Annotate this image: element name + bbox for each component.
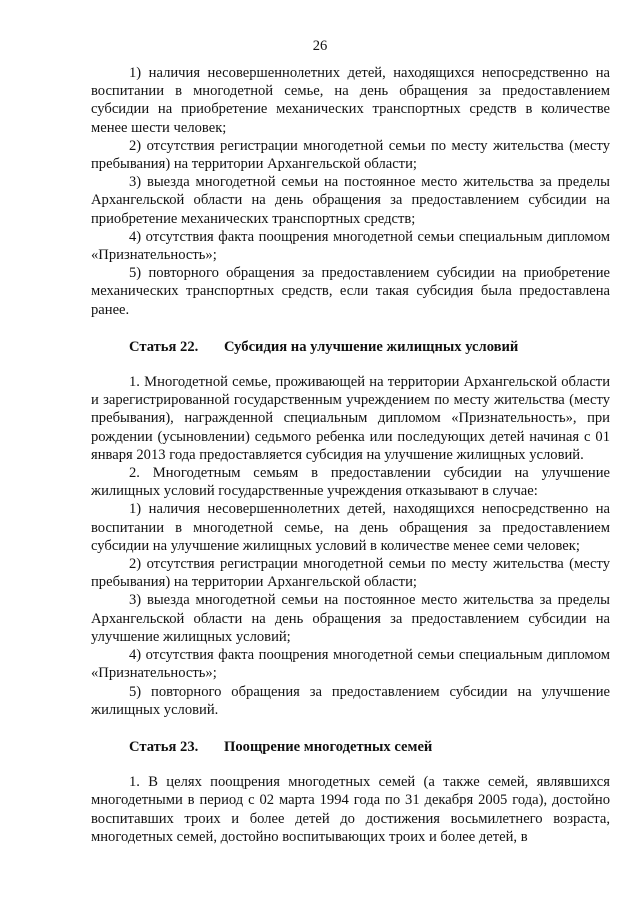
article-number: Статья 22. — [129, 338, 199, 355]
list-item: 4) отсутствия факта поощрения многодетной семьи специальным дипломом «Признательность»; — [91, 228, 610, 264]
list-item: 2) отсутствия регистрации многодетной семьи по месту жительства (месту пребывания) на территории Архангельской области; — [91, 137, 610, 173]
paragraph: 1. В целях поощрения многодетных семей (а также семей, являвшихся многодетными в период с 02 марта 1994 года по 31 декабря 2005 года), достойно воспитавших троих и более детей до достижения восьмилетнего возраста, многодетных семей, достойно воспитывающих троих и более детей, в — [91, 774, 610, 845]
list-item: 3) выезда многодетной семьи на постоянное место жительства за пределы Архангельской области на день обращения за предоставлением субсидии на улучшение жилищных условий; — [91, 592, 610, 645]
list-item: 5) повторного обращения за предоставлением субсидии на улучшение жилищных условий. — [91, 683, 610, 718]
list-item: 1) наличия несовершеннолетних детей, находящихся непосредственно на воспитании в многодетной семье, на день обращения за предоставлением субсидии на улучшение жилищных условий в количестве менее семи человек; — [91, 501, 610, 554]
article-number: Статья 23. — [129, 738, 199, 755]
list-item: 1) наличия несовершеннолетних детей, находящихся непосредственно на воспитании в многодетной семье, на день обращения за предоставлением субсидии на приобретение механических транспортных средств в количестве менее шести человек; — [91, 65, 610, 136]
paragraph: 2. Многодетным семьям в предоставлении субсидии на улучшение жилищных условий государственные учреждения отказывают в случае: — [91, 465, 610, 500]
document-body — [91, 64, 610, 846]
article-heading — [91, 338, 610, 356]
page-number: 26 — [312, 38, 328, 54]
article-body — [91, 773, 610, 846]
article-title: Субсидия на улучшение жилищных условий — [224, 338, 519, 355]
article-title: Поощрение многодетных семей — [224, 738, 433, 755]
paragraph: 1. Многодетной семье, проживающей на территории Архангельской области и зарегистрированной государственным учреждением по месту жительства (месту пребывания), награжденной специальным дипломом «Признательность», при рождении (усыновлении) седьмого ребенка или последующих детей начиная с 01 января 2013 года предоставляется субсидия на улучшение жилищных условий. — [91, 374, 610, 463]
list-item: 5) повторного обращения за предоставлением субсидии на приобретение механических транспортных средств, если такая субсидия была предоставлена ранее. — [91, 265, 610, 318]
list-item: 2) отсутствия регистрации многодетной семьи по месту жительства (месту пребывания) на территории Архангельской области; — [91, 556, 610, 591]
list-item: 4) отсутствия факта поощрения многодетной семьи специальным дипломом «Признательность»; — [91, 647, 610, 682]
list-item: 3) выезда многодетной семьи на постоянное место жительства за пределы Архангельской области на день обращения за предоставлением субсидии на приобретение механических транспортных средств; — [91, 174, 610, 227]
list-continuation — [91, 64, 610, 319]
article-heading — [91, 738, 610, 756]
article-body — [91, 373, 610, 719]
